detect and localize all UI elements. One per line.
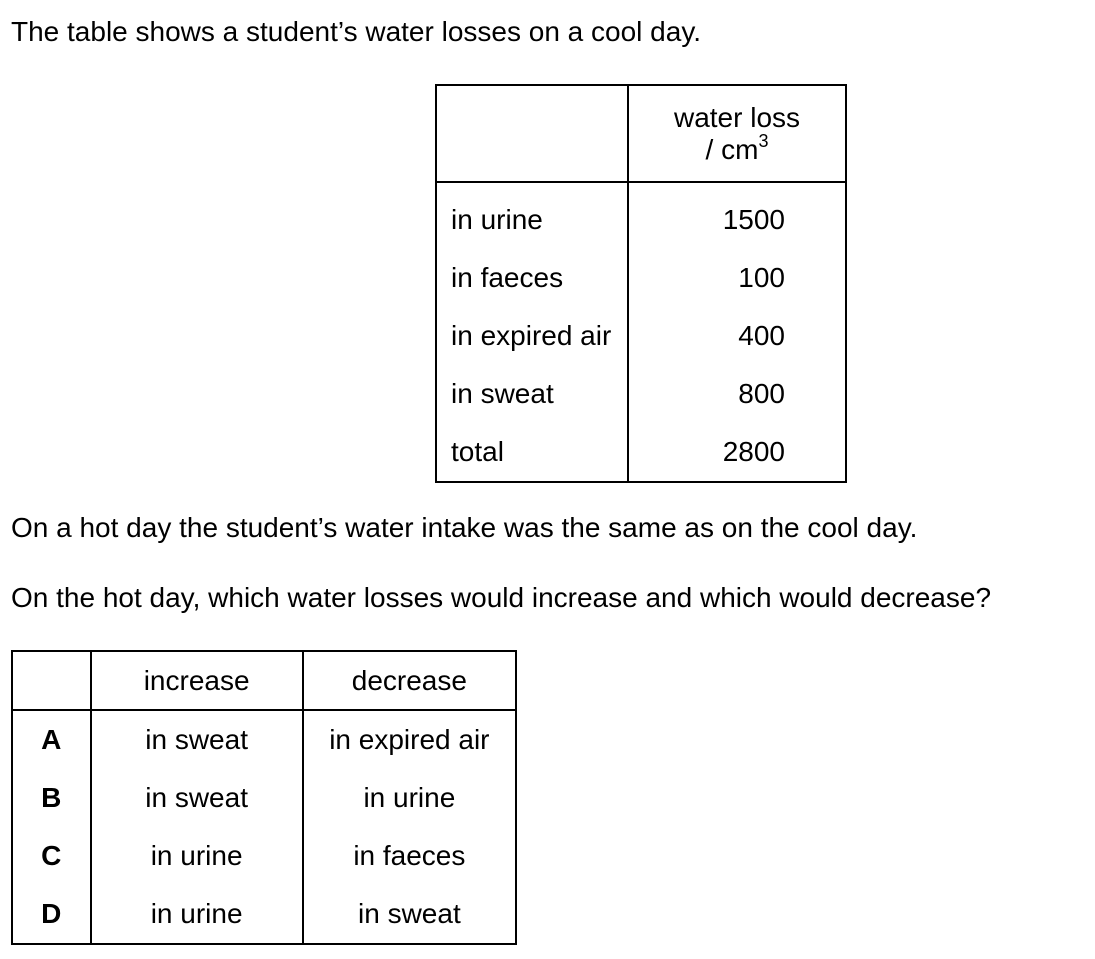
options-header-decrease: decrease: [303, 651, 516, 710]
hot-day-statement: On a hot day the student’s water intake was the same as on the cool day.: [11, 512, 918, 543]
option-decrease: in urine: [363, 782, 456, 813]
table-row: [436, 423, 846, 482]
row-value: 400: [738, 320, 785, 351]
unit-exponent: 3: [758, 130, 769, 151]
row-label: in faeces: [436, 249, 628, 307]
options-header-row: [12, 651, 516, 710]
table-row: [436, 365, 846, 423]
row-value: 100: [738, 262, 785, 293]
option-increase: in sweat: [91, 710, 303, 769]
row-label: in expired air: [436, 307, 628, 365]
options-header-increase: increase: [91, 651, 303, 710]
option-row-d[interactable]: [12, 885, 516, 944]
option-row-b[interactable]: [12, 769, 516, 827]
water-loss-header-value: [628, 85, 846, 182]
option-key[interactable]: D: [12, 885, 91, 944]
row-label: in sweat: [436, 365, 628, 423]
unit-prefix: / cm: [705, 133, 759, 165]
row-label: total: [436, 423, 628, 482]
option-row-c[interactable]: [12, 827, 516, 885]
answer-options-table: [11, 650, 517, 945]
row-value: 2800: [722, 436, 785, 467]
option-decrease: in faeces: [353, 840, 466, 871]
option-key[interactable]: C: [12, 827, 91, 885]
option-key[interactable]: B: [12, 769, 91, 827]
row-value: 1500: [722, 204, 785, 235]
water-loss-header-label: [436, 85, 628, 182]
table-row: [436, 307, 846, 365]
table-row: [436, 249, 846, 307]
water-loss-header-row: [436, 85, 846, 182]
intro-text: The table shows a student’s water losses on a cool day.: [11, 16, 702, 47]
water-loss-table: [435, 84, 847, 483]
table-row: [436, 182, 846, 249]
option-increase: in urine: [91, 827, 303, 885]
option-increase: in urine: [91, 885, 303, 944]
water-loss-header-line1: water loss: [673, 101, 801, 133]
options-header-key: [12, 651, 91, 710]
option-decrease: in expired air: [329, 724, 490, 755]
row-value: 800: [738, 378, 785, 409]
row-label: in urine: [436, 182, 628, 249]
option-increase: in sweat: [91, 769, 303, 827]
option-row-a[interactable]: [12, 710, 516, 769]
water-loss-header-unit: [705, 130, 769, 165]
question-text: On the hot day, which water losses would increase and which would decrease?: [11, 582, 992, 613]
option-decrease: in sweat: [358, 898, 461, 929]
option-key[interactable]: A: [12, 710, 91, 769]
